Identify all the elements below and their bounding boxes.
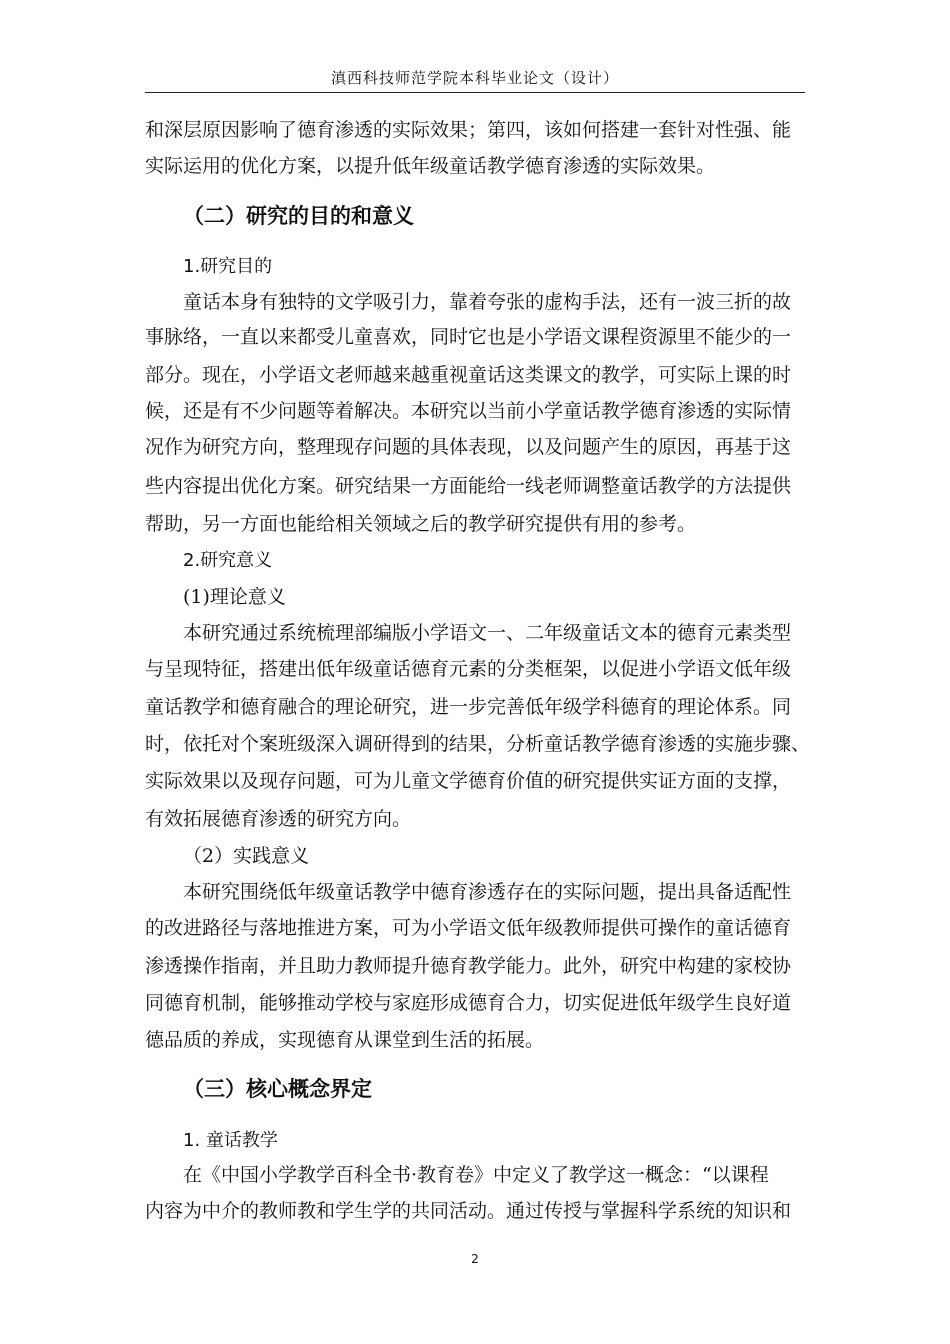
body-text-line: 渗透操作指南，并且助力教师提升德育教学能力。此外，研究中构建的家校协 bbox=[145, 955, 792, 977]
subsection-heading: (1)理论意义 bbox=[183, 586, 286, 608]
body-text-line: 实际运用的优化方案，以提升低年级童话教学德育渗透的实际效果。 bbox=[145, 155, 716, 177]
section-heading: （二）研究的目的和意义 bbox=[183, 203, 414, 228]
body-text-line: 本研究围绕低年级童话教学中德育渗透存在的实际问题，提出具备适配性 bbox=[183, 881, 792, 903]
body-text-line: 些内容提出优化方案。研究结果一方面能给一线老师调整童话教学的方法提供 bbox=[145, 475, 792, 497]
body-text-line: 同德育机制，能够推动学校与家庭形成德育合力，切实促进低年级学生良好道 bbox=[145, 992, 792, 1014]
section-heading: （三）核心概念界定 bbox=[183, 1076, 372, 1101]
body-text-line: 童话本身有独特的文学吸引力，靠着夸张的虚构手法，还有一波三折的故 bbox=[183, 291, 792, 313]
body-text-line: 本研究通过系统梳理部编版小学语文一、二年级童话文本的德育元素类型 bbox=[183, 622, 792, 644]
body-text-line: 实际效果以及现存问题，可为儿童文学德育价值的研究提供实证方面的支撑， bbox=[145, 770, 792, 792]
body-text-line: 和深层原因影响了德育渗透的实际效果；第四，该如何搭建一套针对性强、能 bbox=[145, 119, 792, 141]
body-text-line: 在《中国小学教学百科全书·教育卷》中定义了教学这一概念：“以课程 bbox=[183, 1164, 769, 1186]
body-text-line: 事脉络，一直以来都受儿童喜欢，同时它也是小学语文课程资源里不能少的一 bbox=[145, 326, 792, 348]
body-text-line: 有效拓展德育渗透的研究方向。 bbox=[145, 808, 412, 830]
subsection-heading: （2）实践意义 bbox=[183, 845, 310, 867]
subsection-heading: 1.研究目的 bbox=[183, 256, 273, 277]
body-text-line: 的改进路径与落地推进方案，可为小学语文低年级教师提供可操作的童话德育 bbox=[145, 917, 792, 939]
body-text-line: 帮助，另一方面也能给相关领域之后的教学研究提供有用的参考。 bbox=[145, 513, 697, 535]
subsection-heading: 2.研究意义 bbox=[183, 550, 273, 571]
body-text-line: 与呈现特征，搭建出低年级童话德育元素的分类框架，以促进小学语文低年级 bbox=[145, 658, 792, 680]
header-divider bbox=[145, 92, 805, 93]
page-number: 2 bbox=[471, 1252, 479, 1266]
body-text-line: 童话教学和德育融合的理论研究，进一步完善低年级学科德育的理论体系。同 bbox=[145, 696, 792, 718]
body-text-line: 部分。现在，小学语文老师越来越重视童话这类课文的教学，可实际上课的时 bbox=[145, 364, 792, 386]
body-text-line: 内容为中介的教师教和学生学的共同活动。通过传授与掌握科学系统的知识和 bbox=[145, 1200, 792, 1222]
body-text-line: 况作为研究方向，整理现存问题的具体表现，以及问题产生的原因，再基于这 bbox=[145, 436, 792, 458]
body-text-line: 德品质的养成，实现德育从课堂到生活的拓展。 bbox=[145, 1029, 545, 1051]
running-header: 滇西科技师范学院本科毕业论文（设计） bbox=[330, 69, 619, 87]
body-text-line: 候，还是有不少问题等着解决。本研究以当前小学童话教学德育渗透的实际情 bbox=[145, 400, 792, 422]
body-text-line: 时，依托对个案班级深入调研得到的结果，分析童话教学德育渗透的实施步骤、 bbox=[145, 733, 811, 755]
subsection-heading: 1. 童话教学 bbox=[183, 1130, 278, 1151]
